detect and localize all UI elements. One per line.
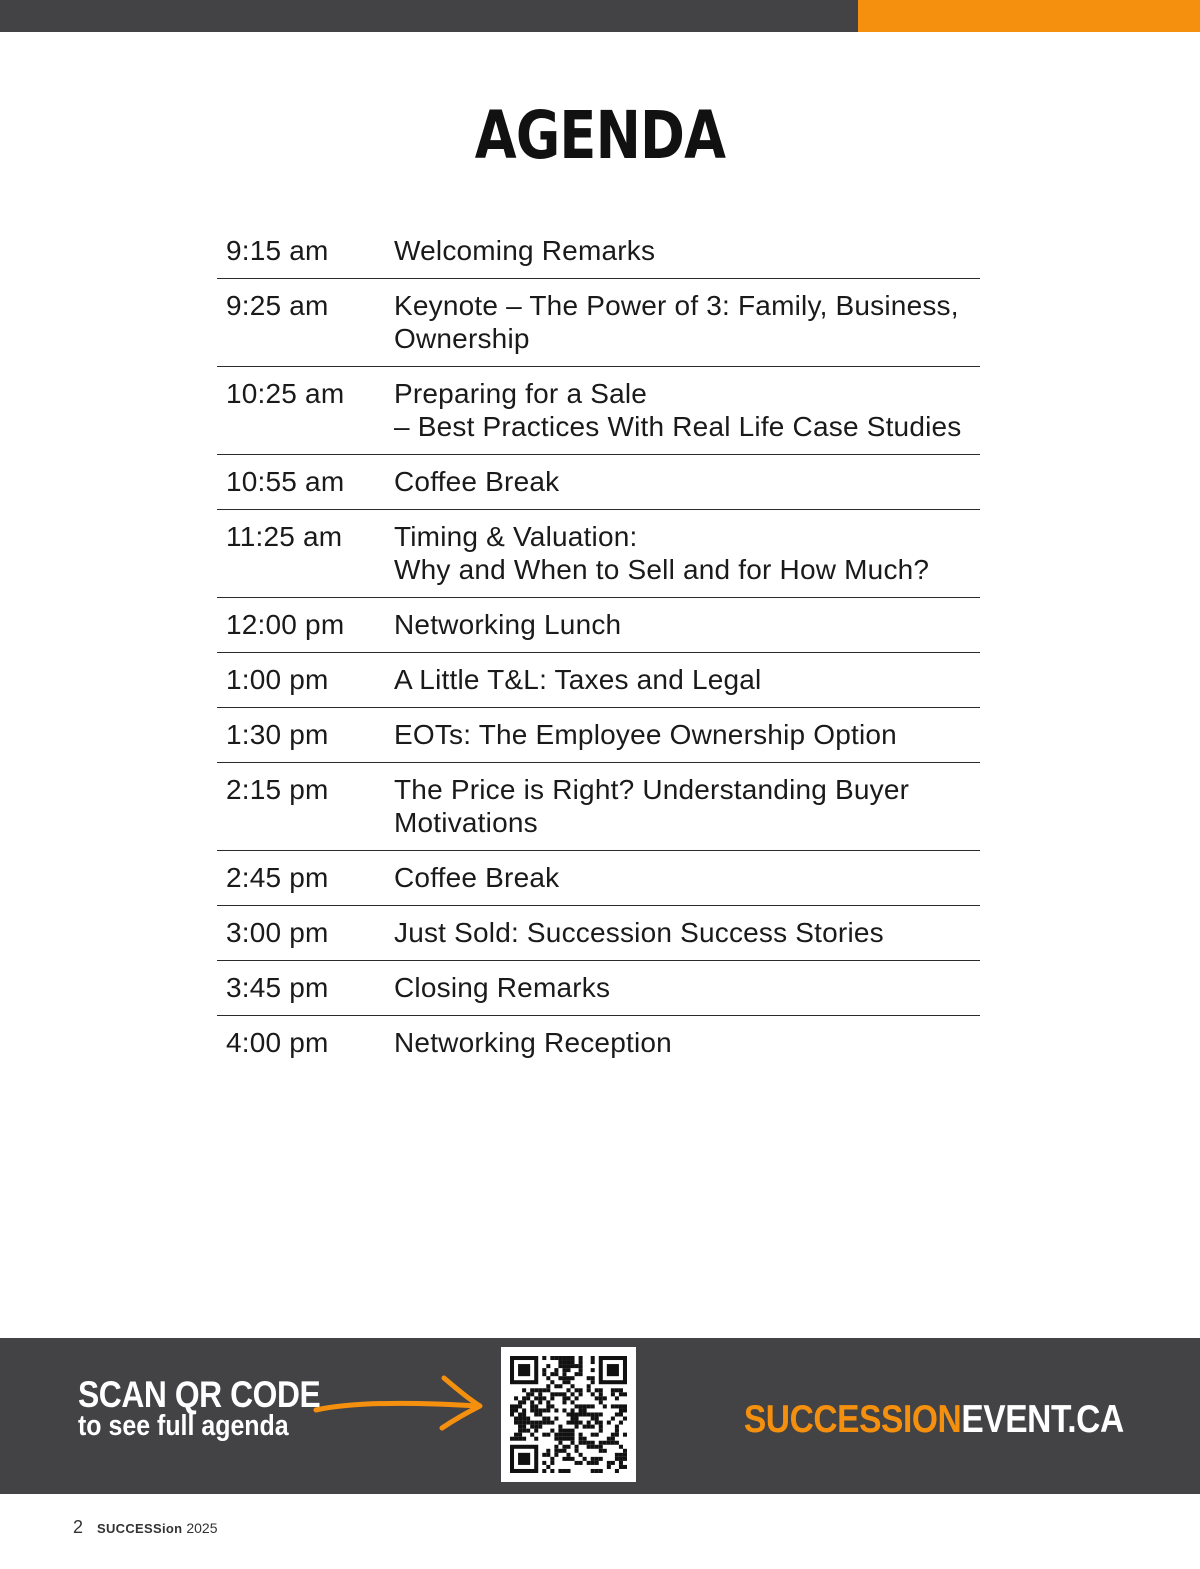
agenda-time: 3:00 pm: [226, 917, 329, 948]
website-accent-text: SUCCESSION: [744, 1398, 962, 1441]
agenda-row: [217, 455, 980, 510]
scan-qr-subtext: to see full agenda: [78, 1410, 289, 1442]
hand-drawn-arrow-right-icon: [312, 1372, 487, 1432]
agenda-row: [217, 906, 980, 961]
agenda-row: [217, 224, 980, 279]
publication-year: 2025: [186, 1520, 218, 1536]
agenda-session: The Price is Right? Understanding Buyer Motivations: [394, 774, 910, 838]
agenda-session: Keynote – The Power of 3: Family, Business, Ownership: [394, 290, 959, 354]
agenda-row: [217, 961, 980, 1016]
agenda-session: Preparing for a Sale – Best Practices With Real Life Case Studies: [394, 378, 962, 442]
agenda-time: 9:15 am: [226, 235, 329, 266]
agenda-session: A Little T&L: Taxes and Legal: [394, 664, 762, 695]
agenda-session: Just Sold: Succession Success Stories: [394, 917, 884, 948]
agenda-row: [217, 763, 980, 851]
website-plain-text: EVENT.CA: [961, 1398, 1124, 1441]
agenda-row: [217, 653, 980, 708]
agenda-time: 10:55 am: [226, 466, 345, 497]
agenda-row: [217, 510, 980, 598]
page-number: 2: [73, 1517, 84, 1537]
agenda-session: Welcoming Remarks: [394, 235, 656, 266]
agenda-session: Networking Reception: [394, 1027, 672, 1058]
qr-code-icon: [510, 1356, 627, 1473]
agenda-time: 11:25 am: [226, 521, 343, 552]
qr-code[interactable]: [501, 1347, 636, 1482]
agenda-row: [217, 279, 980, 367]
agenda-time: 4:00 pm: [226, 1027, 329, 1058]
agenda-session: Coffee Break: [394, 862, 560, 893]
agenda-time: 2:15 pm: [226, 774, 329, 805]
agenda-row: [217, 1016, 980, 1070]
top-bar-accent: [858, 0, 1200, 32]
agenda-time: 2:45 pm: [226, 862, 329, 893]
agenda-time: 1:30 pm: [226, 719, 329, 750]
agenda-time: 3:45 pm: [226, 972, 329, 1003]
scan-qr-heading: SCAN QR CODE: [78, 1374, 321, 1415]
agenda-session: Closing Remarks: [394, 972, 611, 1003]
top-bar-dark: [0, 0, 858, 32]
agenda-session: Networking Lunch: [394, 609, 622, 640]
agenda-session: Coffee Break: [394, 466, 560, 497]
agenda-row: [217, 367, 980, 455]
agenda-time: 12:00 pm: [226, 609, 345, 640]
page-footer: [73, 1517, 218, 1539]
agenda-row: [217, 708, 980, 763]
agenda-time: 9:25 am: [226, 290, 329, 321]
page-title: AGENDA: [474, 97, 726, 174]
agenda-time: 1:00 pm: [226, 664, 329, 695]
event-website[interactable]: [744, 1398, 1124, 1442]
publication-brand: SUCCESSion: [97, 1521, 183, 1536]
agenda-session: EOTs: The Employee Ownership Option: [394, 719, 897, 750]
agenda-row: [217, 851, 980, 906]
agenda-session: Timing & Valuation: Why and When to Sell and for How Much?: [394, 521, 930, 585]
agenda-table: [217, 224, 980, 1070]
agenda-row: [217, 598, 980, 653]
agenda-time: 10:25 am: [226, 378, 345, 409]
